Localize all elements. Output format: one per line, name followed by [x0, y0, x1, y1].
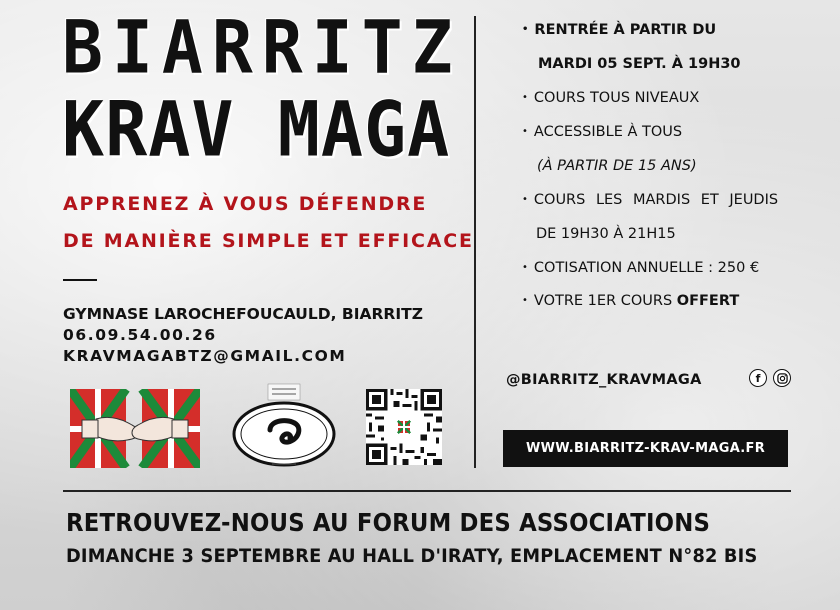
- info-access: [522, 124, 682, 140]
- address: GYMNASE LAROCHEFOUCAULD, BIARRITZ: [63, 305, 423, 323]
- divider-dash: [63, 279, 97, 281]
- forum-heading: RETROUVEZ-NOUS AU FORUM DES ASSOCIATIONS: [66, 508, 711, 537]
- website-link[interactable]: WWW.BIARRITZ-KRAV-MAGA.FR: [503, 430, 788, 467]
- info-levels: [522, 90, 699, 106]
- info-access-text: ACCESSIBLE À TOUS: [533, 124, 683, 140]
- clasped-hands-icon: [82, 417, 188, 440]
- bullet-icon: •: [522, 194, 528, 205]
- info-age: (À PARTIR DE 15 ANS): [537, 158, 697, 174]
- bullet-icon: •: [522, 295, 528, 306]
- info-rentree: [522, 22, 716, 38]
- info-schedule: [522, 192, 778, 208]
- bullet-icon: •: [522, 92, 528, 103]
- info-schedule-hours: DE 19H30 À 21H15: [536, 226, 676, 242]
- info-rentree-text: RENTRÉE À PARTIR DU: [534, 22, 717, 38]
- info-schedule-text: COURS LES MARDIS ET JEUDIS: [533, 192, 779, 208]
- info-rentree-date: MARDI 05 SEPT. À 19H30: [538, 56, 741, 72]
- bullet-icon: •: [522, 126, 528, 137]
- email-address[interactable]: KRAVMAGABTZ@GMAIL.COM: [63, 347, 347, 365]
- basque-flag-image: [70, 389, 200, 468]
- info-levels-text: COURS TOUS NIVEAUX: [533, 90, 700, 106]
- horizontal-divider: [63, 490, 791, 492]
- tagline-line1: APPRENEZ À VOUS DÉFENDRE: [63, 193, 428, 215]
- info-first-course-offer: OFFERT: [676, 293, 740, 309]
- facebook-icon[interactable]: f: [749, 369, 767, 387]
- bullet-icon: •: [522, 262, 528, 273]
- title-krav-maga: KRAV MAGA: [62, 85, 451, 175]
- tagline-line2: DE MANIÈRE SIMPLE ET EFFICACE: [63, 230, 474, 252]
- instagram-icon[interactable]: [773, 369, 791, 387]
- phone-number[interactable]: 06.09.54.00.26: [63, 326, 217, 344]
- federation-logo: [230, 382, 338, 470]
- qr-code[interactable]: [366, 389, 442, 465]
- instagram-handle[interactable]: @BIARRITZ_KRAVMAGA: [506, 372, 702, 388]
- title-biarritz: BIARRITZ: [62, 5, 462, 91]
- instagram-glyph-icon: [777, 373, 788, 384]
- info-fee: [522, 260, 759, 276]
- info-first-course: [522, 293, 739, 309]
- info-first-course-text: VOTRE 1ER COURS: [533, 293, 673, 309]
- vertical-divider: [474, 16, 476, 468]
- forum-details: DIMANCHE 3 SEPTEMBRE AU HALL D'IRATY, EMPLACEMENT N°82 BIS: [66, 545, 758, 567]
- info-fee-text: COTISATION ANNUELLE : 250 €: [533, 260, 760, 276]
- bullet-icon: •: [522, 24, 529, 35]
